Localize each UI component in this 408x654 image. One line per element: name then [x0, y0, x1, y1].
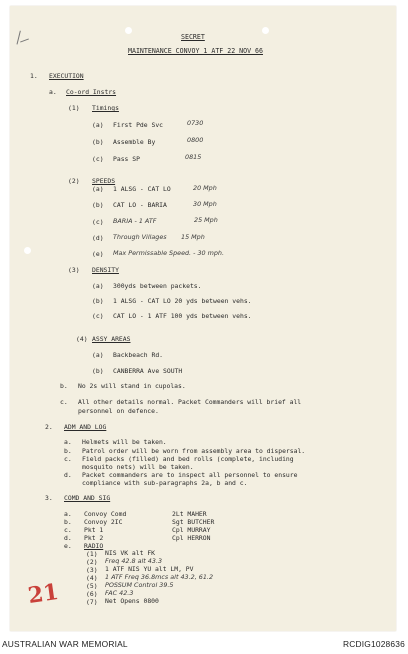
item-text: Max Permissable Speed. - 30 mph. [113, 249, 224, 257]
item-key: (d) [92, 234, 104, 242]
item-text: Pkt 2 [84, 534, 104, 542]
section-title: EXECUTION [49, 72, 84, 80]
item-text: 1 ATF NIS YU alt LM, PV [105, 565, 194, 573]
archive-credit: AUSTRALIAN WAR MEMORIAL [2, 639, 128, 649]
item-key: (5) [86, 582, 98, 590]
subpara-title: RADIO [84, 542, 104, 550]
section-number: 1. [30, 72, 38, 80]
item-value: 15 Mph [181, 233, 205, 241]
item-text: personnel on defence. [78, 407, 159, 415]
item-text: Through Villages [113, 233, 167, 241]
item-key: (3) [86, 566, 98, 574]
item-key: (7) [86, 598, 98, 606]
section-title: COMD AND SIG [64, 494, 111, 502]
item-value: 2Lt MAHER [172, 510, 207, 518]
item-key: c. [64, 526, 72, 534]
item-key: b. [60, 382, 68, 390]
subpara-number: (4) [76, 335, 88, 343]
item-value: Cpl MURRAY [172, 526, 211, 534]
item-key: b. [64, 518, 72, 526]
item-text: CAT LO - 1 ATF 100 yds between vehs. [113, 312, 252, 320]
item-text: Backbeach Rd. [113, 351, 164, 359]
item-key: (b) [92, 201, 104, 209]
item-key: (b) [92, 297, 104, 305]
item-key: (b) [92, 138, 104, 146]
item-value: 30 Mph [193, 200, 217, 208]
item-text: First Pde Svc [113, 121, 164, 129]
subpara-number: (2) [68, 177, 80, 185]
document-title: MAINTENANCE CONVOY 1 ATF 22 NOV 66 [128, 47, 263, 55]
item-key: (b) [92, 367, 104, 375]
item-value: 20 Mph [193, 184, 217, 192]
item-text: Freq 42.8 alt 43.3 [105, 557, 163, 565]
item-key: b. [64, 447, 72, 455]
item-key: (6) [86, 590, 98, 598]
item-value: 25 Mph [194, 216, 218, 224]
item-text: FAC 42.3 [105, 589, 134, 597]
item-key: (c) [92, 155, 104, 163]
para-title: Co-ord Instrs [66, 88, 117, 96]
item-text: All other details normal. Packet Commanders will brief all [78, 398, 302, 406]
punch-hole [262, 27, 269, 34]
item-text: mosquito nets) will be taken. [82, 463, 194, 471]
item-key: (a) [92, 185, 104, 193]
section-number: 2. [45, 423, 53, 431]
item-key: a. [64, 510, 72, 518]
section-title: ADM AND LOG [64, 423, 107, 431]
item-key: d. [64, 471, 72, 479]
item-value: 0730 [187, 119, 204, 127]
subpara-title: SPEEDS [92, 177, 116, 185]
item-text: Helmets will be taken. [82, 438, 167, 446]
item-key: (c) [92, 312, 104, 320]
item-value: Cpl HERRON [172, 534, 211, 542]
item-text: 300yds between packets. [113, 282, 202, 290]
subpara-title: DENSITY [92, 266, 119, 274]
punch-hole [125, 27, 132, 34]
item-key: (e) [92, 250, 104, 258]
item-key: (4) [86, 574, 98, 582]
item-text: 1 ALSG - CAT LO [113, 185, 171, 193]
item-text: Convoy Comd [84, 510, 127, 518]
item-text: Convoy 2IC [84, 518, 123, 526]
item-key: (1) [86, 550, 98, 558]
item-text: Patrol order will be worn from assembly area to dispersal. [82, 447, 306, 455]
item-text: CANBERRA Ave SOUTH [113, 367, 183, 375]
item-value: Sgt BUTCHER [172, 518, 215, 526]
item-key: c. [64, 455, 72, 463]
item-text: Pkt 1 [84, 526, 104, 534]
item-text: Net Opens 0800 [105, 597, 159, 605]
item-text: 1 ATF Freq 36.8mcs alt 43.2, 61.2 [105, 573, 214, 581]
classification: SECRET [181, 33, 205, 41]
punch-hole [24, 247, 31, 254]
item-key: a. [64, 438, 72, 446]
item-text: Field packs (filled) and bed rolls (complete, including [82, 455, 294, 463]
item-text: Packet commanders are to inspect all personnel to ensure [82, 471, 298, 479]
subpara-number: (3) [68, 266, 80, 274]
section-number: 3. [45, 494, 53, 502]
item-key: (a) [92, 121, 104, 129]
archive-id: RCDIG1028636 [343, 639, 405, 649]
item-text: BARIA - 1 ATF [113, 217, 157, 225]
item-text: No 2s will stand in cupolas. [78, 382, 186, 390]
item-text: NIS VK alt FK [105, 549, 156, 557]
item-key: (c) [92, 218, 104, 226]
item-key: c. [60, 398, 68, 406]
item-value: 0800 [187, 136, 204, 144]
subpara-title: ASSY AREAS [92, 335, 131, 343]
item-key: e. [64, 542, 72, 550]
item-text: 1 ALSG - CAT LO 20 yds between vehs. [113, 297, 252, 305]
item-text: CAT LO - BARIA [113, 201, 167, 209]
item-value: 0815 [185, 153, 202, 161]
page-number-annotation: 21 [26, 578, 61, 610]
item-text: Pass SP [113, 155, 140, 163]
item-text: POSSUM Control 39.5 [105, 581, 174, 589]
item-text: Assemble By [113, 138, 156, 146]
item-key: (a) [92, 282, 104, 290]
subpara-title: Timings [92, 104, 119, 112]
para-label: a. [49, 88, 57, 96]
item-key: d. [64, 534, 72, 542]
item-key: (a) [92, 351, 104, 359]
subpara-number: (1) [68, 104, 80, 112]
item-key: (2) [86, 558, 98, 566]
item-text: compliance with sub-paragraphs 2a, b and c. [82, 479, 248, 487]
